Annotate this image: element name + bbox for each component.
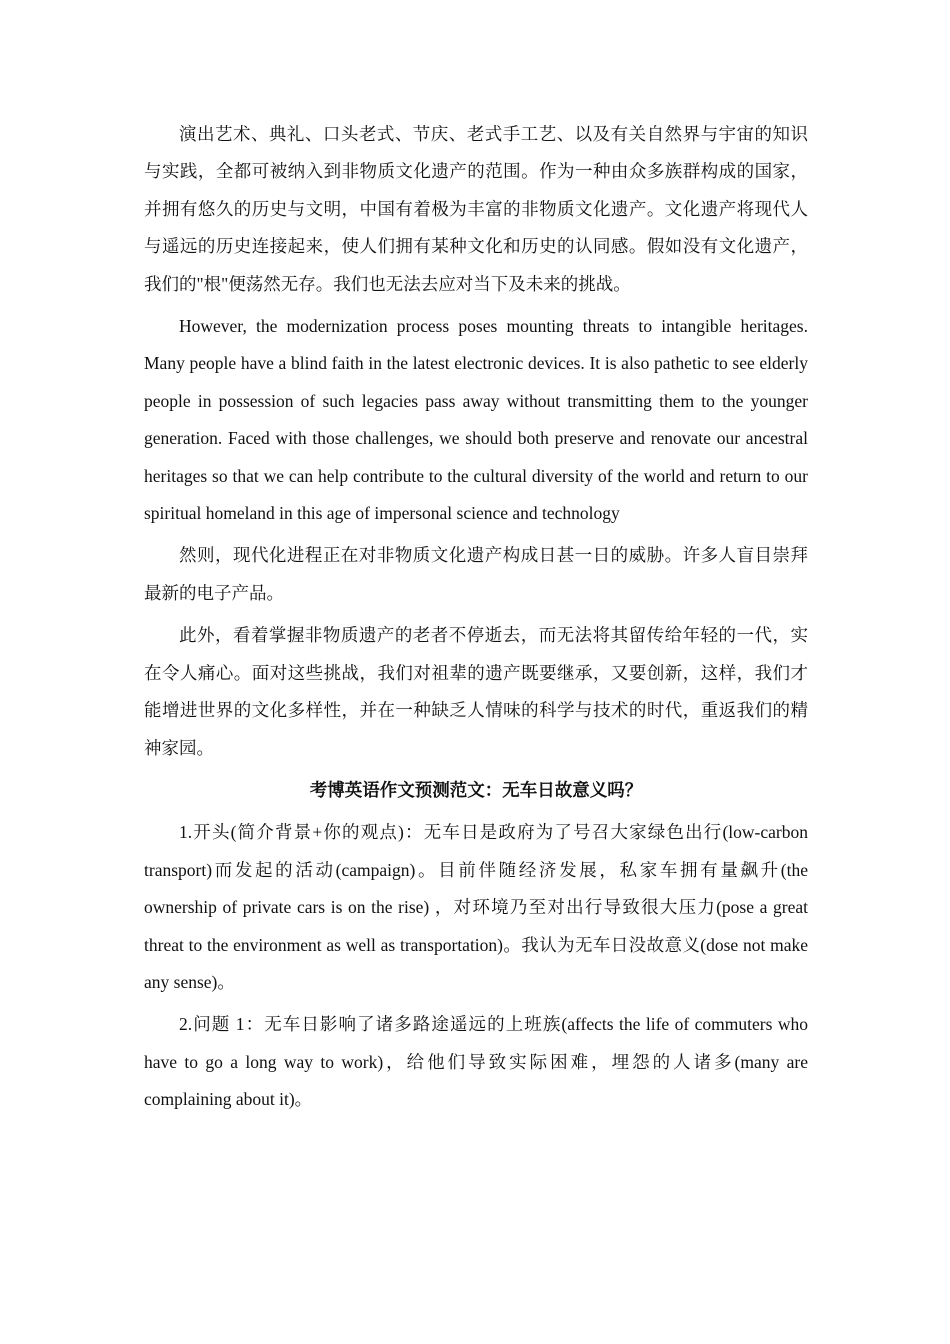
outline-item-2: 2.问题 1：无车日影响了诸多路途遥远的上班族(affects the life of commuters who have to go a long way to work)，给他们导致实际困难，埋怨的人诸多(many are complaining about it)。 <box>144 1014 808 1110</box>
paragraph-english-essay: However, the modernization process poses mounting threats to intangible heritages. Many people have a blind faith in the latest electronic devices. It is also pathetic to see elderly people in possession of such legacies pass away without transmitting them to the younger generation. Faced with those challenges, we should both preserve and renovate our ancestral heritages so that we can help contribute to the cultural diversity of the world and return to our spiritual homeland in this age of impersonal science and technology <box>144 316 808 524</box>
paragraph-chinese-intro: 演出艺术、典礼、口头老式、节庆、老式手工艺、以及有关自然界与宇宙的知识与实践，全都可被纳入到非物质文化遗产的范围。作为一种由众多族群构成的国家，并拥有悠久的历史与文明，中国有着极为丰富的非物质文化遗产。文化遗产将现代人与遥远的历史连接起来，使人们拥有某种文化和历史的认同感。假如没有文化遗产，我们的"根"便荡然无存。我们也无法去应对当下及未来的挑战。 <box>144 124 808 294</box>
section-heading: 考博英语作文预测范文：无车日故意义吗？ <box>309 779 643 800</box>
paragraph-chinese-translation-1: 然则，现代化进程正在对非物质文化遗产构成日甚一日的威胁。许多人盲目崇拜最新的电子产品。 <box>144 545 808 603</box>
document-body <box>144 116 808 1124</box>
paragraph-chinese-translation-2: 此外，看着掌握非物质遗产的老者不停逝去，而无法将其留传给年轻的一代，实在令人痛心。面对这些挑战，我们对祖辈的遗产既要继承，又要创新，这样，我们才能增进世界的文化多样性，并在一种缺乏人情味的科学与技术的时代，重返我们的精神家园。 <box>144 625 808 758</box>
outline-item-1: 1.开头(简介背景+你的观点)：无车日是政府为了号召大家绿色出行(low-carbon transport)而发起的活动(campaign)。目前伴随经济发展，私家车拥有量飙升(the ownership of private cars is on the rise) ，对环境乃至对出行导致很大压力(pose a great threat to the environment as well as transportation)。我认为无车日没故意义(dose not make any sense)。 <box>144 822 808 992</box>
